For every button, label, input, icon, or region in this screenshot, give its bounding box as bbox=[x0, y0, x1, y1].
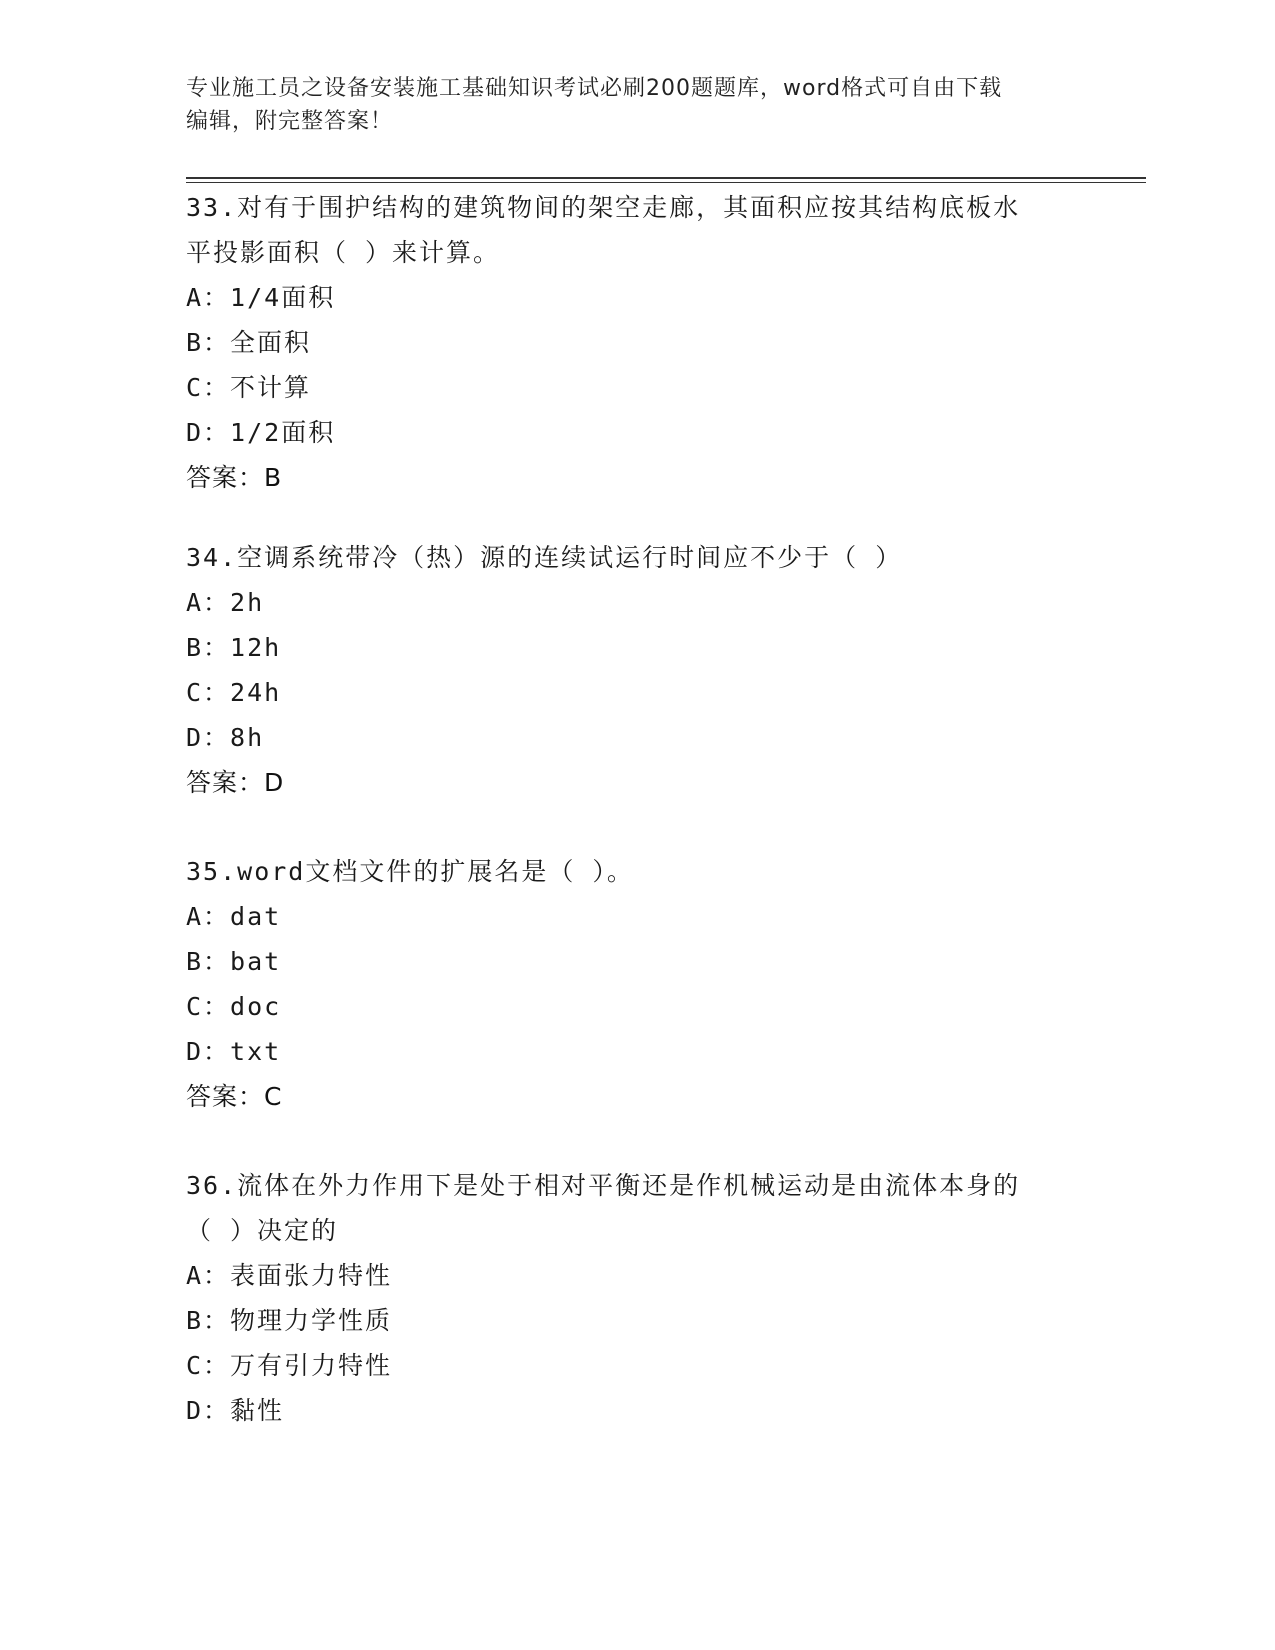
question-stem-line-2: 平投影面积（ ）来计算。 bbox=[186, 238, 501, 267]
document-header bbox=[186, 72, 1086, 138]
answer: 答案：C bbox=[186, 1082, 283, 1111]
option-d: D：1/2面积 bbox=[186, 418, 336, 447]
question-35 bbox=[186, 849, 1086, 1119]
header-divider-thick bbox=[186, 177, 1146, 179]
answer: 答案：B bbox=[186, 463, 283, 492]
question-stem-line-1: 35.word文档文件的扩展名是（ ）。 bbox=[186, 857, 634, 886]
option-d: D：txt bbox=[186, 1037, 282, 1066]
header-title-line-2: 编辑，附完整答案！ bbox=[186, 109, 394, 134]
question-stem-line-1: 36.流体在外力作用下是处于相对平衡还是作机械运动是由流体本身的 bbox=[186, 1171, 1021, 1200]
option-a: A：dat bbox=[186, 902, 282, 931]
option-d: D：8h bbox=[186, 723, 265, 752]
question-stem-line-1: 34.空调系统带冷（热）源的连续试运行时间应不少于（ ） bbox=[186, 543, 903, 572]
option-a: A：2h bbox=[186, 588, 265, 617]
header-divider-thin bbox=[186, 182, 1146, 183]
header-title-line-1: 专业施工员之设备安装施工基础知识考试必刷200题题库，word格式可自由下载 bbox=[186, 76, 1003, 101]
question-36 bbox=[186, 1163, 1086, 1433]
option-c: C：doc bbox=[186, 992, 282, 1021]
answer: 答案：D bbox=[186, 768, 285, 797]
option-a: A：表面张力特性 bbox=[186, 1261, 393, 1290]
option-b: B：物理力学性质 bbox=[186, 1306, 393, 1335]
option-b: B：bat bbox=[186, 947, 282, 976]
question-34 bbox=[186, 535, 1086, 805]
option-d: D：黏性 bbox=[186, 1396, 285, 1425]
option-c: C：不计算 bbox=[186, 373, 312, 402]
question-33 bbox=[186, 185, 1086, 500]
option-b: B：全面积 bbox=[186, 328, 312, 357]
option-c: C：24h bbox=[186, 678, 282, 707]
option-c: C：万有引力特性 bbox=[186, 1351, 393, 1380]
question-stem-line-1: 33.对有于围护结构的建筑物间的架空走廊，其面积应按其结构底板水 bbox=[186, 193, 1021, 222]
question-stem-line-2: （ ）决定的 bbox=[186, 1216, 339, 1245]
option-a: A：1/4面积 bbox=[186, 283, 336, 312]
option-b: B：12h bbox=[186, 633, 282, 662]
